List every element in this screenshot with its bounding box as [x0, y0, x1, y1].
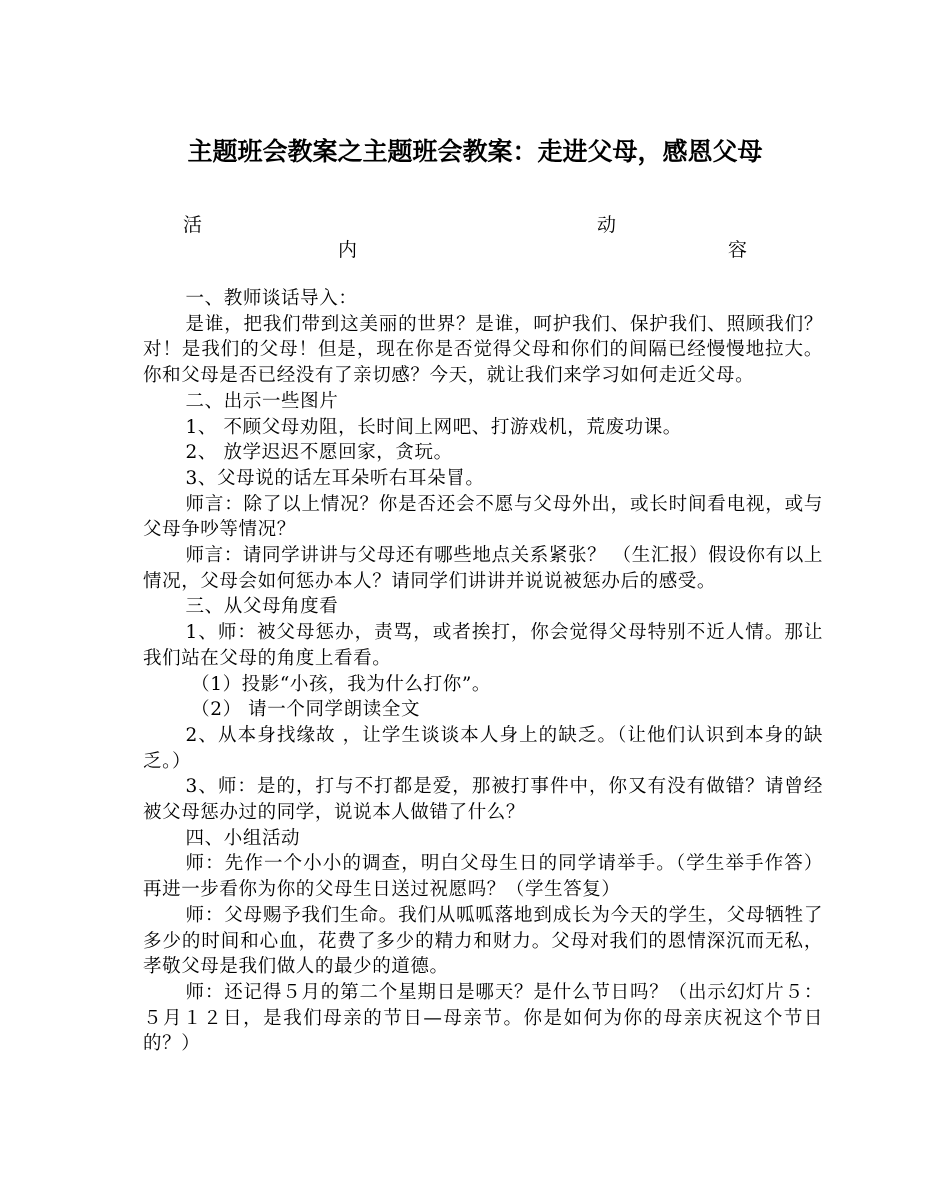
- paragraph: 师：还记得５月的第二个星期日是哪天？是什么节日吗？（出示幻灯片５：５月１２日，是我们母亲的节日—母亲节。你是如何为你的母亲庆祝这个节日的？）: [143, 981, 823, 1055]
- list-item: （2） 请一个同学朗读全文: [191, 699, 421, 721]
- heading-char-huo: 活: [183, 214, 203, 236]
- paragraph: 3、师：是的，打与不打都是爱，那被打事件中，你又有没有做错？请曾经被父母惩办过的同学，说说本人做错了什么？: [143, 776, 823, 824]
- heading-char-nei: 内: [338, 239, 358, 261]
- section-heading-4: 四、小组活动: [185, 827, 301, 849]
- document-body: [143, 286, 823, 1057]
- paragraph: 师言：请同学讲讲与父母还有哪些地点关系紧张？ （生汇报）假设你有以上情况，父母会如何惩办本人？请同学们讲讲并说说被惩办后的感受。: [143, 545, 823, 592]
- list-item: （1）投影“小孩，我为什么打你”。: [191, 673, 491, 695]
- paragraph: 1、师：被父母惩办，责骂，或者挨打，你会觉得父母特别不近人情。那让我们站在父母的角度上看看。: [143, 622, 823, 669]
- paragraph: 是谁，把我们带到这美丽的世界？是谁，呵护我们、保护我们、照顾我们？对！是我们的父母！但是，现在你是否觉得父母和你们的间隔已经慢慢地拉大。你和父母是否已经没有了亲切感？今天，就让我们来学习如何走近父母。: [143, 313, 823, 387]
- section-heading-2: 二、出示一些图片: [185, 390, 339, 412]
- paragraph: 师：父母赐予我们生命。我们从呱呱落地到成长为今天的学生，父母牺牲了多少的时间和心血，花费了多少的精力和财力。父母对我们的恩情深沉而无私，孝敬父母是我们做人的最少的道德。: [143, 904, 823, 978]
- section-heading-3: 三、从父母角度看: [185, 596, 339, 618]
- paragraph: 师言：除了以上情况？你是否还会不愿与父母外出，或长时间看电视，或与父母争吵等情况？: [143, 493, 823, 541]
- document-title: 主题班会教案之主题班会教案：走进父母，感恩父母: [187, 137, 763, 166]
- paragraph: 2、从本身找缘故 ，让学生谈谈本人身上的缺乏。（让他们认识到本身的缺乏。）: [143, 724, 823, 772]
- paragraph: 师：先作一个小小的调查，明白父母生日的同学请举手。（学生举手作答）再进一步看你为你的父母生日送过祝愿吗？（学生答复）: [143, 853, 823, 901]
- heading-char-dong: 动: [597, 214, 617, 236]
- list-item: 2、 放学迟迟不愿回家，贪玩。: [185, 442, 453, 464]
- heading-char-rong: 容: [728, 239, 748, 261]
- list-item: 1、 不顾父母劝阻，长时间上网吧、打游戏机，荒废功课。: [185, 416, 682, 438]
- list-item: 3、父母说的话左耳朵听右耳朵冒。: [185, 467, 485, 489]
- section-heading-1: 一、教师谈话导入：: [185, 288, 358, 309]
